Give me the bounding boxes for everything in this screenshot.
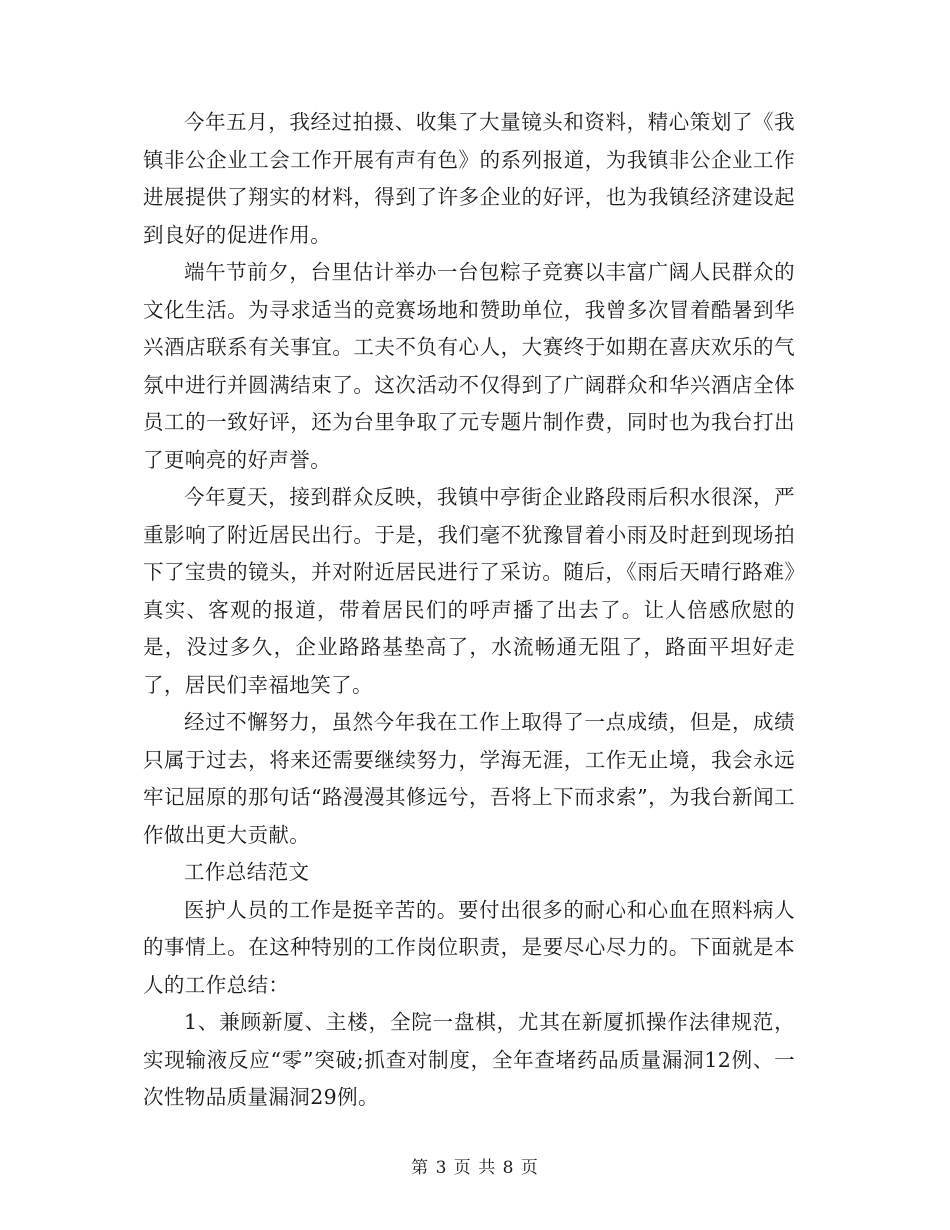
page-number-footer: 第 3 页 共 8 页 <box>411 1158 539 1178</box>
paragraph-item-1: 1、兼顾新厦、主楼，全院一盘棋，尤其在新厦抓操作法律规范，实现输液反应“零”突破;抓查对制度，全年查堵药品质量漏洞12例、一次性物品质量漏洞29例。 <box>143 1010 795 1109</box>
document-body <box>143 104 795 1117</box>
paragraph-may-report: 今年五月，我经过拍摄、收集了大量镜头和资料，精心策划了《我镇非公企业工会工作开展有声有色》的系列报道，为我镇非公企业工作进展提供了翔实的材料，得到了许多企业的好评，也为我镇经济建设起到良好的促进作用。 <box>143 110 795 247</box>
paragraph-summer-flooding: 今年夏天，接到群众反映，我镇中亭街企业路段雨后积水很深，严重影响了附近居民出行。于是，我们毫不犹豫冒着小雨及时赶到现场拍下了宝贵的镜头，并对附近居民进行了采访。随后，《雨后天晴行路难》真实、客观的报道，带着居民们的呼声播了出去了。让人倍感欣慰的是，没过多久，企业路路基垫高了，水流畅通无阻了，路面平坦好走了，居民们幸福地笑了。 <box>143 485 795 697</box>
paragraph-conclusion: 经过不懈努力，虽然今年我在工作上取得了一点成绩，但是，成绩只属于过去，将来还需要继续努力，学海无涯，工作无止境，我会永远牢记屈原的那句话“路漫漫其修远兮，吾将上下而求索”，为我台新闻工作做出更大贡献。 <box>143 710 795 847</box>
section-heading: 工作总结范文 <box>184 860 310 884</box>
paragraph-medical-intro: 医护人员的工作是挺辛苦的。要付出很多的耐心和心血在照料病人的事情上。在这种特别的工作岗位职责，是要尽心尽力的。下面就是本人的工作总结： <box>143 897 795 997</box>
paragraph-dragon-boat-event: 端午节前夕，台里估计举办一台包粽子竞赛以丰富广阔人民群众的文化生活。为寻求适当的竞赛场地和赞助单位，我曾多次冒着酷暑到华兴酒店联系有关事宜。工夫不负有心人，大赛终于如期在喜庆欢乐的气氛中进行并圆满结束了。这次活动不仅得到了广阔群众和华兴酒店全体员工的一致好评，还为台里争取了元专题片制作费，同时也为我台打出了更响亮的好声誉。 <box>143 260 795 472</box>
